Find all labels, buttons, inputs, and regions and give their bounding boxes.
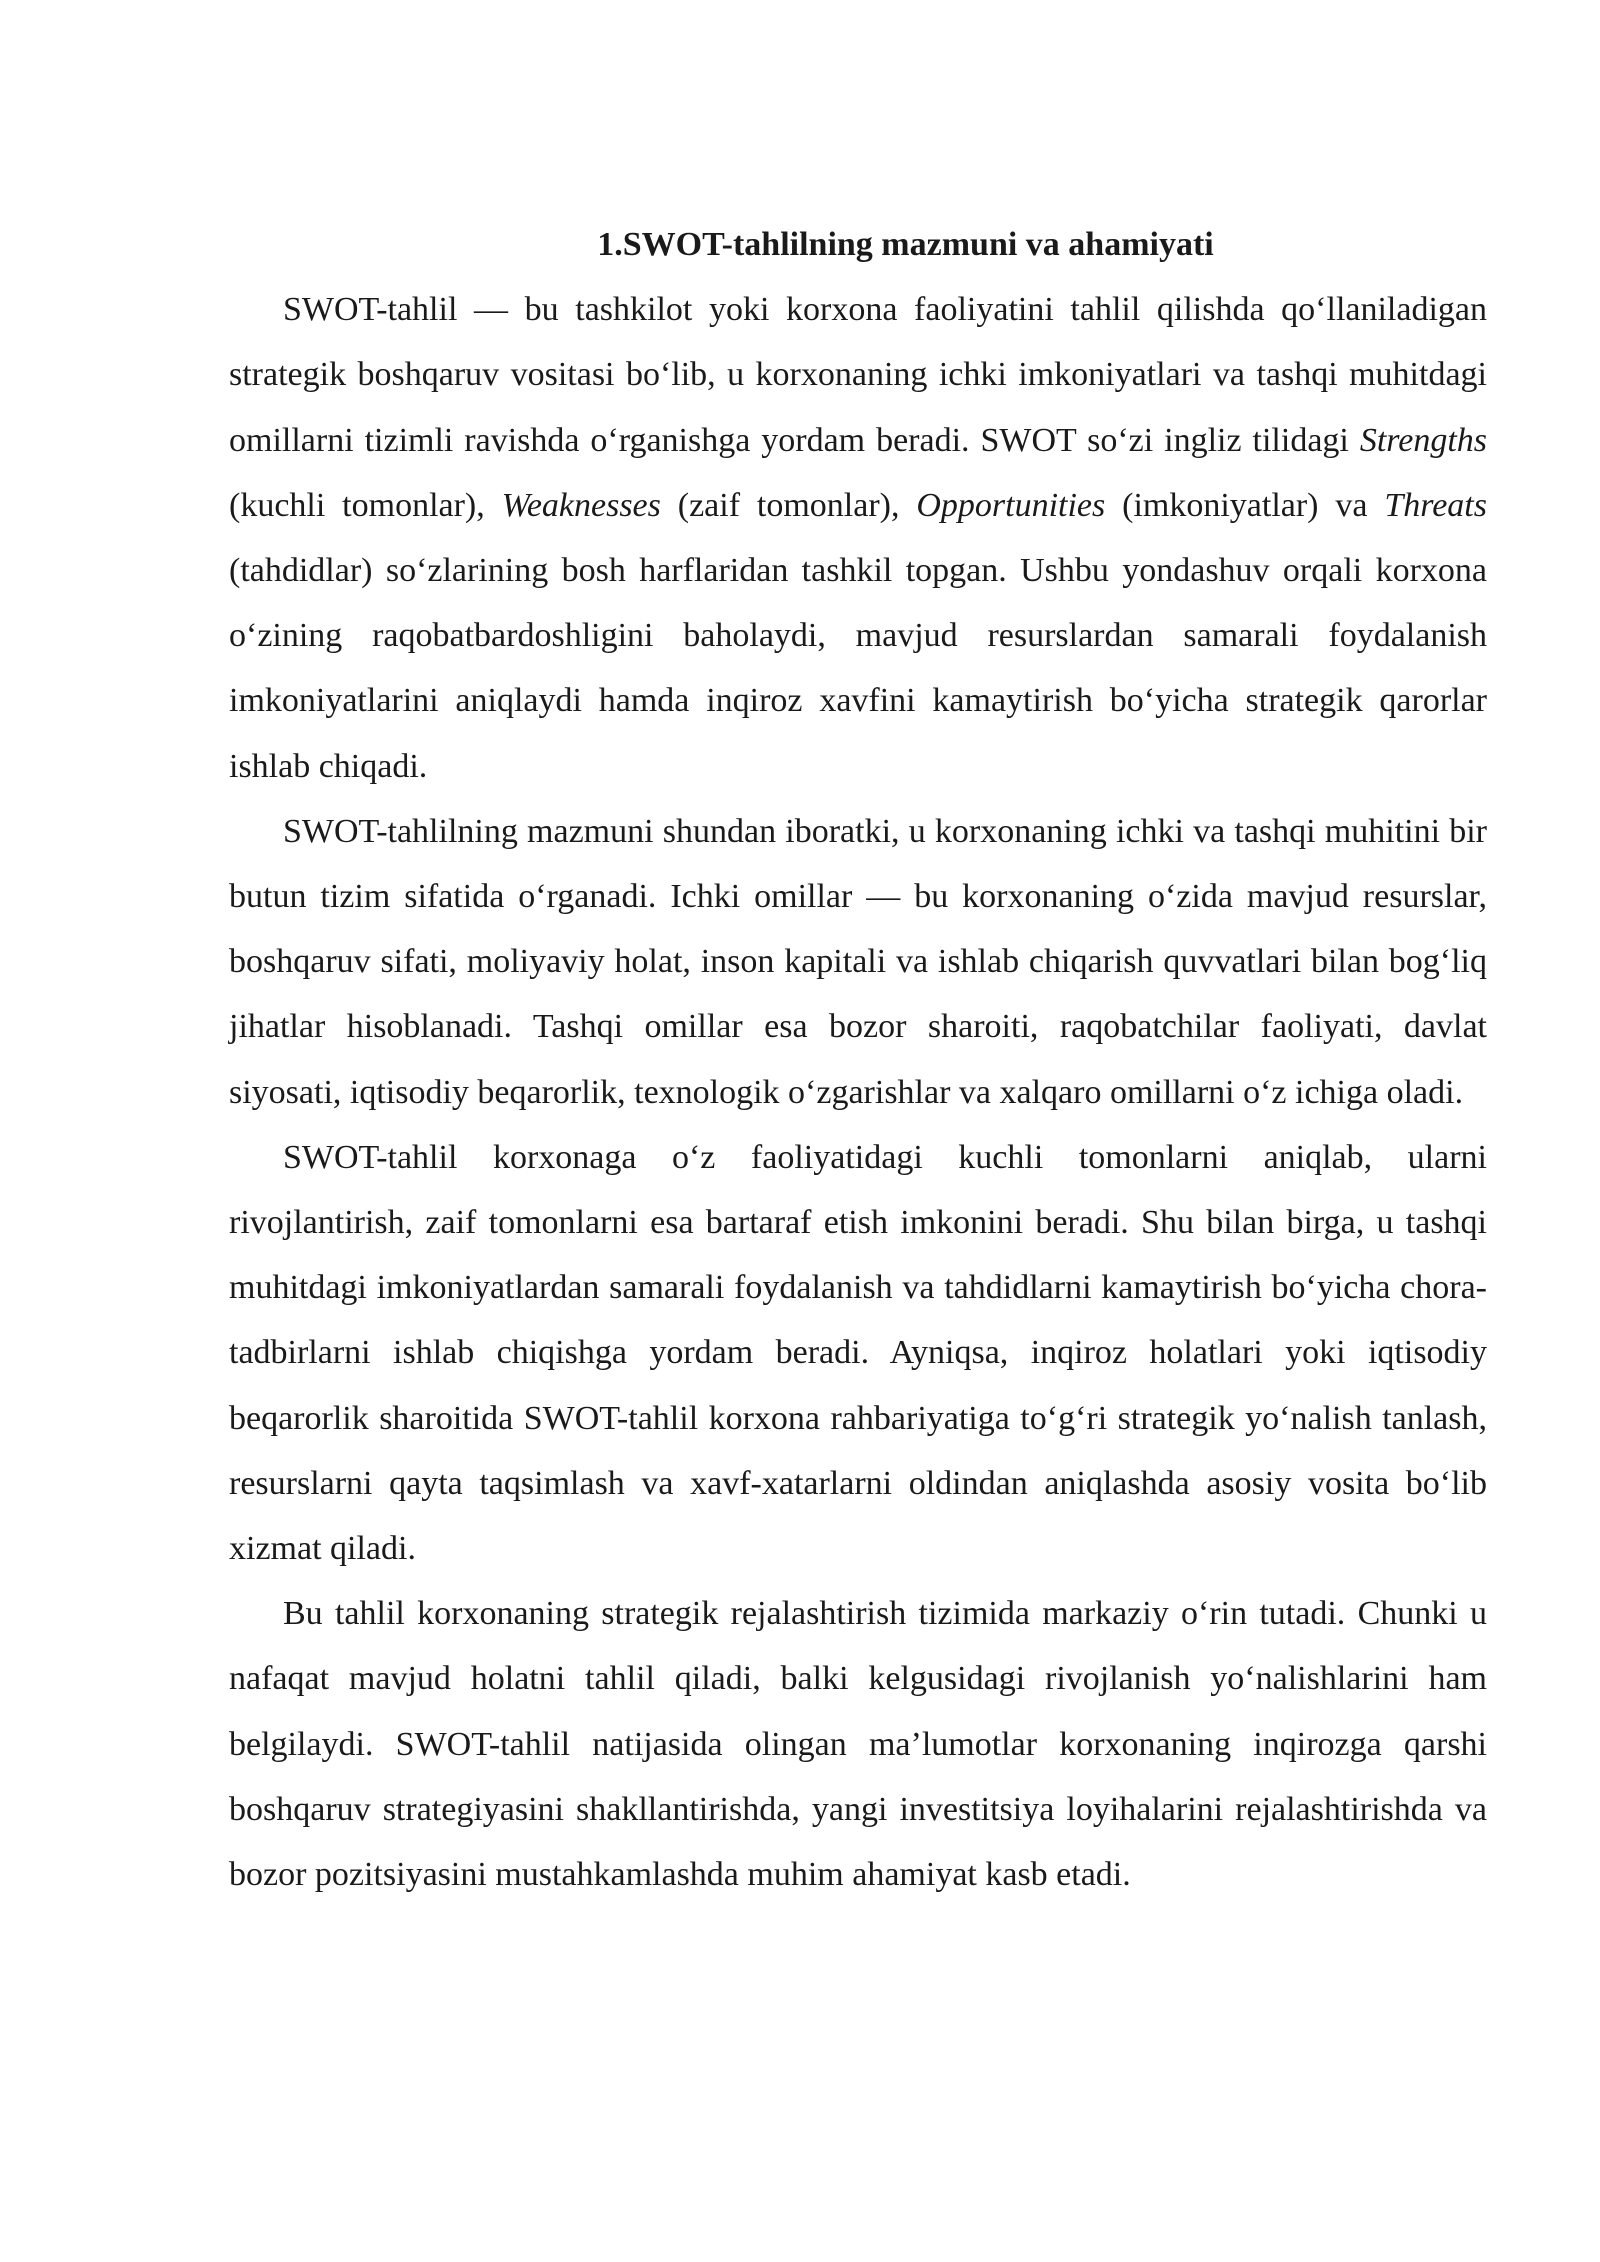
document-body xyxy=(229,212,1487,1907)
term-threats: Threats xyxy=(1384,486,1487,524)
paragraph-swot-planning: Bu tahlil korxonaning strategik rejalashtirish tizimida markaziy o‘rin tutadi. Chunki u nafaqat mavjud holatni tahlil qiladi, balki kelgusidagi rivojlanish yo‘nalishlarini ham belgilaydi. SWOT-tahlil natijasida olingan ma’lumotlar korxonaning inqirozga qarshi boshqaruv strategiyasini shakllantirishda, yangi investitsiya loyihalarini rejalashtirishda va bozor pozitsiyasini mustahkamlashda muhim ahamiyat kasb etadi. xyxy=(229,1595,1487,1894)
term-weaknesses: Weaknesses xyxy=(501,486,661,524)
paragraph-text: (tahdidlar) so‘zlarining bosh harflaridan tashkil topgan. Ushbu yondashuv orqali korxona o‘zining raqobatbardoshligini baholaydi, mavjud resurslardan samarali foydalanish imkoniyatlarini aniqlaydi hamda inqiroz xavfini kamaytirish bo‘yicha strategik qarorlar ishlab chiqadi. xyxy=(229,552,1487,785)
paragraph-text: (zaif tomonlar), xyxy=(660,486,917,524)
paragraph-swot-content: SWOT-tahlilning mazmuni shundan iboratki, u korxonaning ichki va tashqi muhitini bir butun tizim sifatida o‘rganadi. Ichki omillar — bu korxonaning o‘zida mavjud resurslar, boshqaruv sifati, moliyaviy holat, inson kapitali va ishlab chiqarish quvvatlari bilan bog‘liq jihatlar hisoblanadi. Tashqi omillar esa bozor sharoiti, raqobatchilar faoliyati, davlat siyosati, iqtisodiy beqarorlik, texnologik o‘zgarishlar va xalqaro omillarni o‘z ichiga oladi. xyxy=(229,812,1487,1111)
paragraph-text: SWOT-tahlil — bu tashkilot yoki korxona faoliyatini tahlil qilishda qo‘llaniladigan strategik boshqaruv vositasi bo‘lib, u korxonaning ichki imkoniyatlari va tashqi muhitdagi omillarni tizimli ravishda o‘rganishga yordam beradi. SWOT so‘zi ingliz tilidagi xyxy=(229,291,1487,459)
term-strengths: Strengths xyxy=(1359,421,1487,459)
section-title: 1.SWOT-tahlilning mazmuni va ahamiyati xyxy=(597,226,1214,263)
paragraph-text: (kuchli tomonlar), xyxy=(229,486,502,524)
paragraph-text: (imkoniyatlar) va xyxy=(1105,486,1385,524)
paragraph-swot-benefits: SWOT-tahlil korxonaga o‘z faoliyatidagi kuchli tomonlarni aniqlab, ularni rivojlantirish, zaif tomonlarni esa bartaraf etish imkonini beradi. Shu bilan birga, u tashqi muhitdagi imkoniyatlardan samarali foydalanish va tahdidlarni kamaytirish bo‘yicha chora-tadbirlarni ishlab chiqishga yordam beradi. Ayniqsa, inqiroz holatlari yoki iqtisodiy beqarorlik sharoitida SWOT-tahlil korxona rahbariyatiga to‘g‘ri strategik yo‘nalish tanlash, resurslarni qayta taqsimlash va xavf-xatarlarni oldindan aniqlashda asosiy vosita bo‘lib xizmat qiladi. xyxy=(229,1138,1487,1568)
paragraph-swot-definition xyxy=(229,277,1487,799)
term-opportunities: Opportunities xyxy=(916,486,1106,524)
